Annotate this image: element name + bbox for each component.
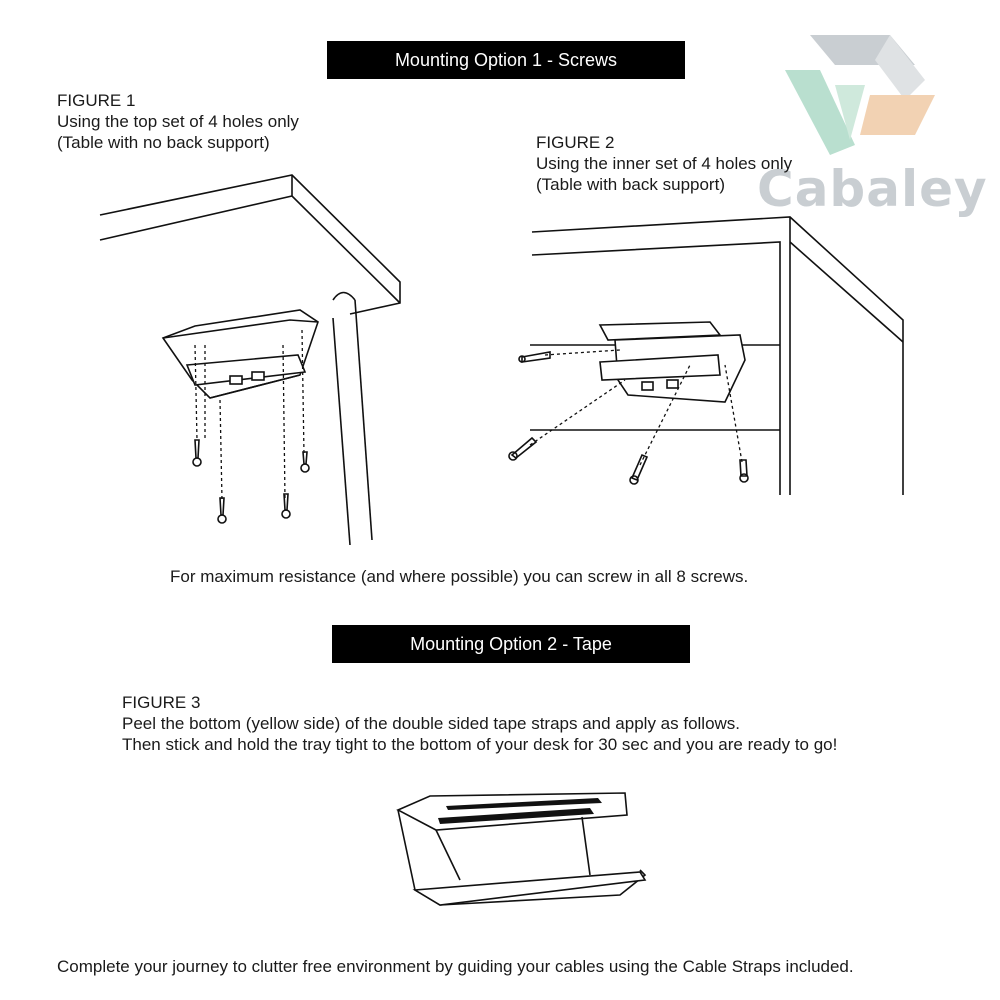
figure-3-line-1: Peel the bottom (yellow side) of the double sided tape straps and apply as follows. bbox=[122, 714, 741, 733]
figure-3-drawing bbox=[398, 793, 645, 905]
footer-note: Complete your journey to clutter free environment by guiding your cables using the Cable Straps included. bbox=[57, 957, 854, 976]
screw-resistance-note: For maximum resistance (and where possible) you can screw in all 8 screws. bbox=[170, 567, 749, 586]
mounting-option-1-banner: Mounting Option 1 - Screws bbox=[327, 41, 685, 79]
figure-2-label: FIGURE 2 bbox=[536, 133, 615, 152]
figure-2-line-2: (Table with back support) bbox=[536, 175, 725, 194]
mounting-option-2-banner: Mounting Option 2 - Tape bbox=[332, 625, 690, 663]
figure-1-line-1: Using the top set of 4 holes only bbox=[57, 112, 299, 131]
figure-3-line-2: Then stick and hold the tray tight to the bottom of your desk for 30 sec and you are ready to go! bbox=[122, 735, 838, 754]
figure-3-caption bbox=[122, 692, 837, 755]
figure-1-drawing bbox=[100, 175, 400, 545]
figure-2-drawing bbox=[509, 217, 903, 495]
figure-2-line-1: Using the inner set of 4 holes only bbox=[536, 154, 793, 173]
figure-3-label: FIGURE 3 bbox=[122, 693, 201, 712]
logo-brand-text: Cabaley bbox=[757, 160, 988, 218]
figure-1-line-2: (Table with no back support) bbox=[57, 133, 270, 152]
figure-1-label: FIGURE 1 bbox=[57, 91, 136, 110]
